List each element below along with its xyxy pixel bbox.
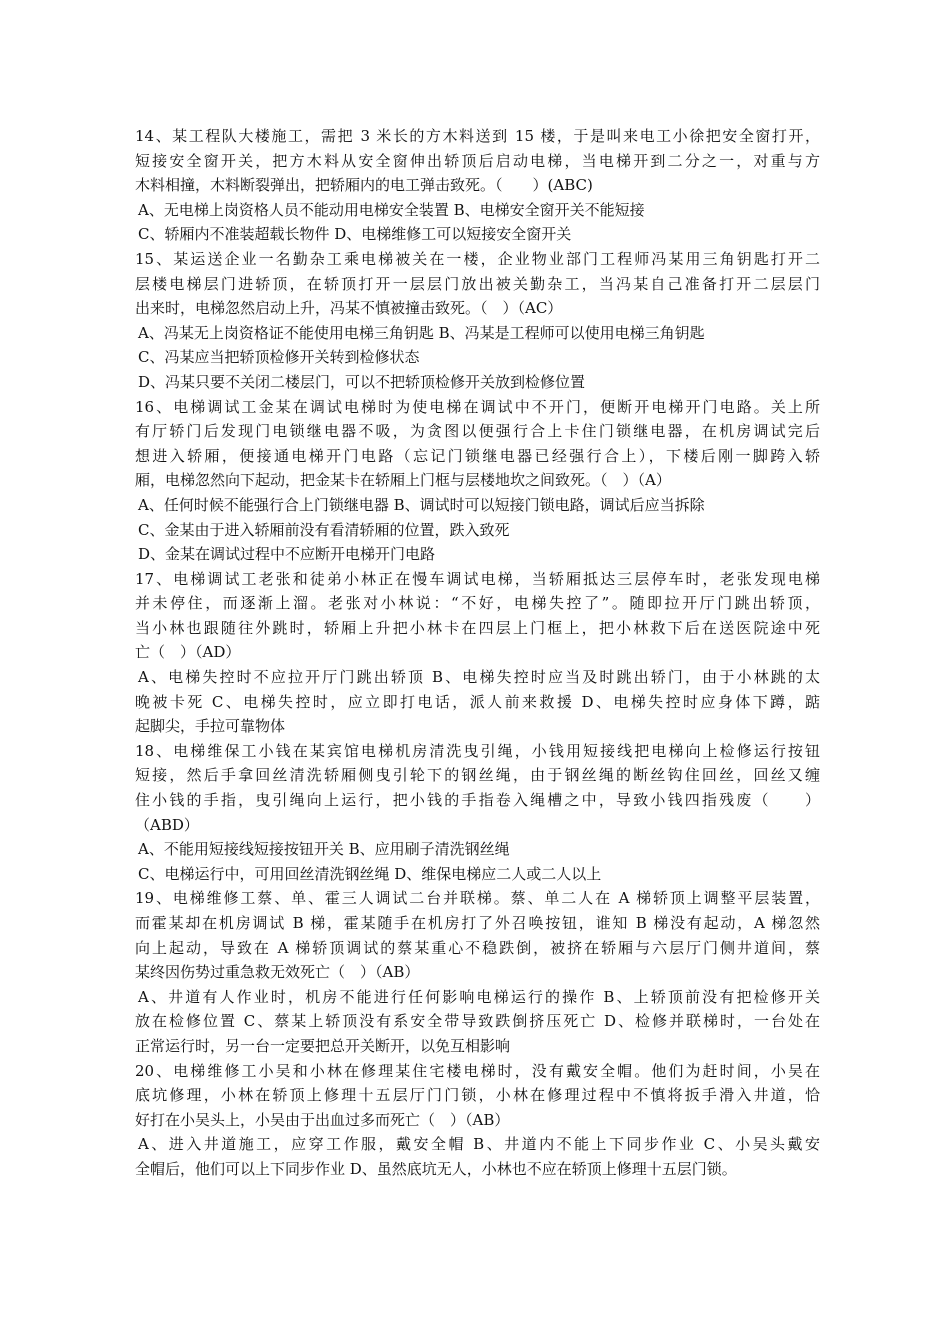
- question-20: [135, 1059, 820, 1182]
- question-text-line: 当小林也跟随往外跳时，轿厢上升把小林卡在四层上门框上，把小林救下后在送医院途中死: [135, 618, 820, 637]
- answer-option-line: C、冯某应当把轿顶检修开关转到检修状态: [138, 348, 420, 367]
- question-text-line: 19、电梯维修工蔡、单、霍三人调试二台并联梯。蔡、单二人在 A 梯轿顶上调整平层装置，: [135, 889, 820, 908]
- answer-option-line: 晚被卡死 C、电梯失控时，应立即打电话，派人前来救援 D、电梯失控时应身体下蹲，踮: [135, 692, 820, 711]
- answer-option-line: D、冯某只要不关闭二楼层门，可以不把轿顶检修开关放到检修位置: [138, 372, 586, 391]
- question-17: [135, 567, 820, 739]
- question-15: [135, 247, 820, 395]
- question-text-line: 15、某运送企业一名勤杂工乘电梯被关在一楼，企业物业部门工程师冯某用三角钥匙打开二: [135, 249, 820, 268]
- question-text-line: 17、电梯调试工老张和徒弟小林正在慢车调试电梯，当轿厢抵达三层停车时，老张发现电梯: [135, 569, 820, 588]
- answer-option-line: 正常运行时，另一台一定要把总开关断开，以免互相影响: [135, 1036, 511, 1055]
- answer-option-line: 全帽后，他们可以上下同步作业 D、虽然底坑无人，小林也不应在轿顶上修理十五层门锁。: [135, 1159, 737, 1178]
- answer-option-line: A、井道有人作业时，机房不能进行任何影响电梯运行的操作 B、上轿顶前没有把检修开关: [138, 987, 820, 1006]
- question-text-line: 20、电梯维修工小吴和小林在修理某住宅楼电梯时，没有戴安全帽。他们为赶时间，小吴在: [135, 1061, 820, 1080]
- answer-option-line: A、无电梯上岗资格人员不能动用电梯安全装置 B、电梯安全窗开关不能短接: [138, 200, 645, 219]
- question-text-line: 住小钱的手指，曳引绳向上运行，把小钱的手指卷入绳槽之中，导致小钱四指残废（ ）: [135, 791, 820, 810]
- question-text-line: 底坑修理，小林在轿顶上修理十五层厅门门锁，小林在修理过程中不慎将扳手滑入井道，恰: [135, 1086, 820, 1105]
- question-text-line: 而霍某却在机房调试 B 梯，霍某随手在机房打了外召唤按钮，谁知 B 梯没有起动，A 梯忽然: [135, 914, 820, 932]
- question-text-line: 亡（ ）（AD）: [135, 643, 241, 662]
- answer-option-line: C、电梯运行中，可用回丝清洗钢丝绳 D、维保电梯应二人或二人以上: [138, 864, 602, 883]
- question-text-line: 18、电梯维保工小钱在某宾馆电梯机房清洗曳引绳，小钱用短接线把电梯向上检修运行按钮: [135, 741, 820, 760]
- question-text-line: 并未停住，而逐渐上溜。老张对小林说：“不好，电梯失控了”。随即拉开厅门跳出轿顶，: [135, 594, 820, 613]
- question-14: [135, 124, 820, 247]
- question-19: [135, 886, 820, 1058]
- answer-option-line: 放在检修位置 C、蔡某上轿顶没有系安全带导致跌倒挤压死亡 D、检修并联梯时，一台处在: [135, 1012, 820, 1031]
- question-text-line: （ABD）: [135, 815, 199, 834]
- answer-option-line: A、进入井道施工，应穿工作服，戴安全帽 B、井道内不能上下同步作业 C、小吴头戴安: [138, 1135, 820, 1154]
- answer-option-line: 起脚尖，手拉可靠物体: [135, 717, 286, 736]
- question-18: [135, 739, 820, 887]
- question-text-line: 有厅轿门后发现门电锁继电器不吸，为贪图以便强行合上卡住门锁继电器，在机房调试完后: [135, 422, 820, 441]
- answer-option-line: A、电梯失控时不应拉开厅门跳出轿顶 B、电梯失控时应当及时跳出轿门，由于小林跳的太: [138, 668, 820, 687]
- answer-option-line: D、金某在调试过程中不应断开电梯开门电路: [138, 545, 436, 564]
- question-text-line: 16、电梯调试工金某在调试电梯时为使电梯在调试中不开门，便断开电梯开门电路。关上所: [135, 397, 820, 416]
- question-text-line: 木料相撞，木料断裂弹出，把轿厢内的电工弹击致死。（ ）(ABC): [135, 176, 593, 195]
- question-text-line: 短接安全窗开关，把方木料从安全窗伸出轿顶后启动电梯，当电梯开到二分之一，对重与方: [135, 151, 820, 170]
- question-text-line: 向上起动，导致在 A 梯轿顶调试的蔡某重心不稳跌倒，被挤在轿厢与六层厅门侧井道间，蔡: [135, 938, 820, 957]
- answer-option-line: A、不能用短接线短接按钮开关 B、应用刷子清洗钢丝绳: [138, 840, 510, 859]
- question-16: [135, 395, 820, 567]
- document-body: [135, 124, 820, 1182]
- answer-option-line: A、任何时候不能强行合上门锁继电器 B、调试时可以短接门锁电路，调试后应当拆除: [138, 495, 705, 514]
- answer-option-line: C、金某由于进入轿厢前没有看清轿厢的位置，跌入致死: [138, 520, 510, 539]
- question-text-line: 厢，电梯忽然向下起动，把金某卡在轿厢上门框与层楼地坎之间致死。（ ）（A）: [135, 471, 671, 490]
- question-text-line: 短接，然后手拿回丝清洗轿厢侧曳引轮下的钢丝绳，由于钢丝绳的断丝钩住回丝，回丝又缠: [135, 766, 820, 785]
- question-text-line: 层楼电梯层门进轿顶，在轿顶打开一层层门放出被关勤杂工，当冯某自己准备打开二层层门: [135, 274, 820, 293]
- question-text-line: 好打在小吴头上，小吴由于出血过多而死亡（ ）（AB）: [135, 1110, 510, 1129]
- question-text-line: 14、某工程队大楼施工，需把 3 米长的方木料送到 15 楼，于是叫来电工小徐把安全窗打开，: [135, 127, 820, 145]
- question-text-line: 想进入轿厢，便接通电梯开门电路（忘记门锁继电器已经强行合上），下楼后刚一脚跨入轿: [135, 446, 820, 465]
- question-text-line: 出来时，电梯忽然启动上升，冯某不慎被撞击致死。（ ）（AC）: [135, 299, 563, 318]
- answer-option-line: A、冯某无上岗资格证不能使用电梯三角钥匙 B、冯某是工程师可以使用电梯三角钥匙: [138, 323, 705, 342]
- question-text-line: 某终因伤势过重急救无效死亡（ ）（AB）: [135, 963, 420, 982]
- answer-option-line: C、轿厢内不准装超载长物件 D、电梯维修工可以短接安全窗开关: [138, 225, 572, 244]
